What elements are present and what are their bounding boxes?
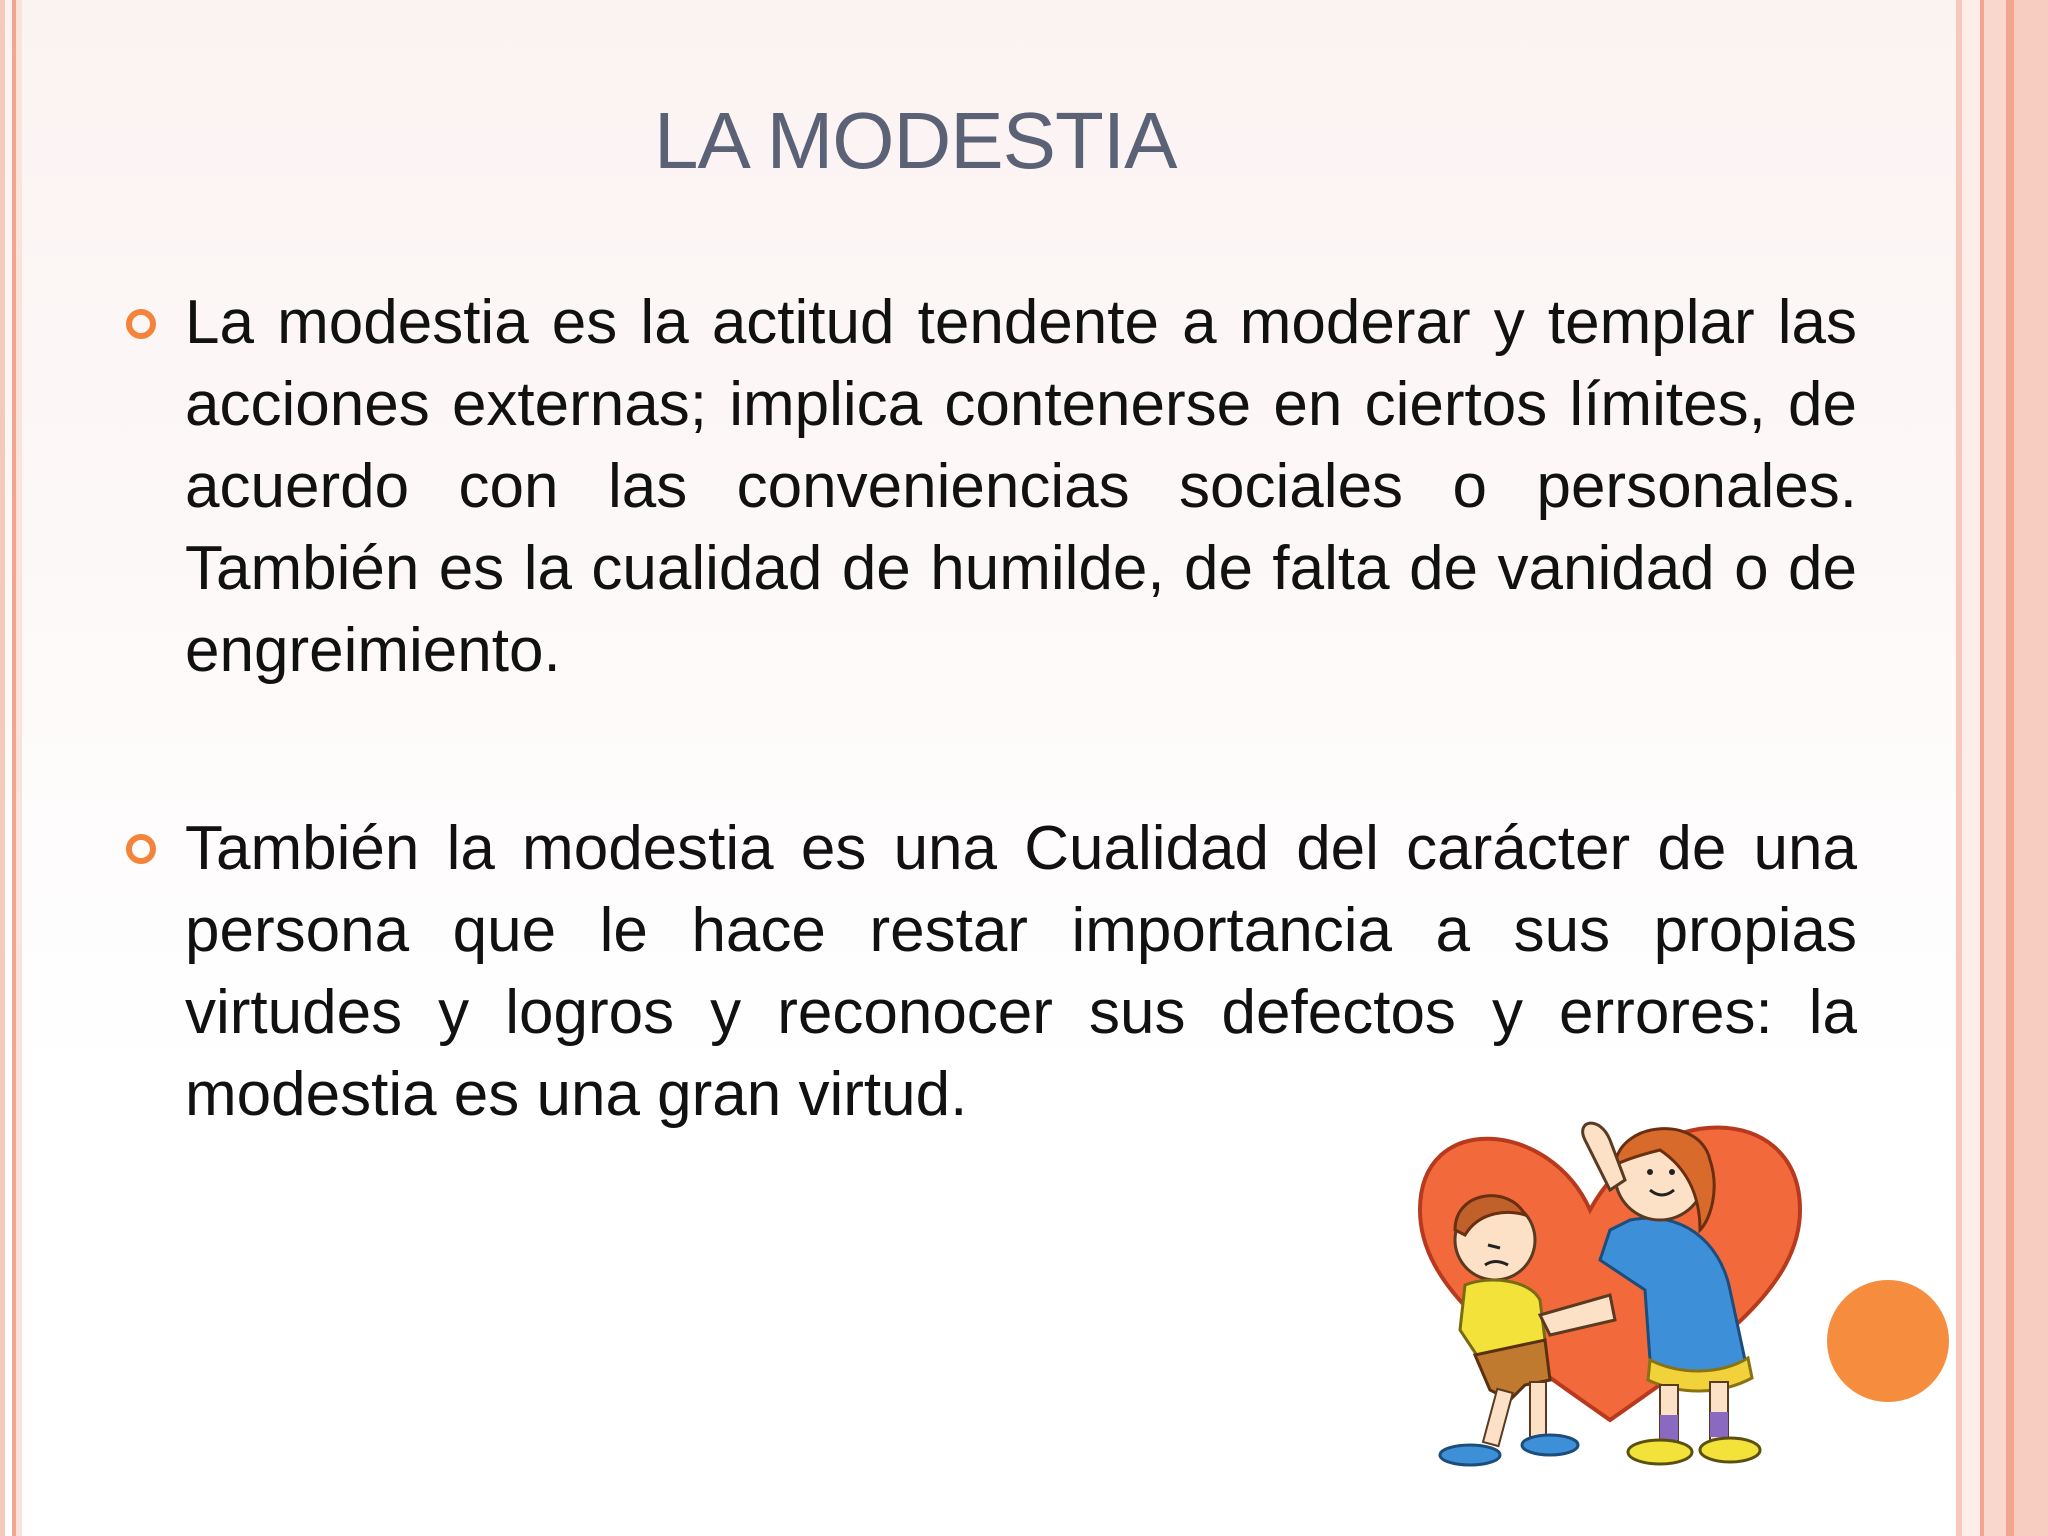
left-border-stripe xyxy=(0,0,5,1536)
bullet-text-2: También la modestia es una Cualidad del carácter de una persona que le hace restar importancia a sus propias virtudes y logros y reconocer sus defectos y errores: la modestia es una gran virtud. xyxy=(185,814,1857,1129)
slide-title: LA MODESTIA xyxy=(654,96,1177,185)
left-border-light xyxy=(16,0,22,1536)
orange-circle-icon xyxy=(1827,1280,1949,1402)
bullet-icon xyxy=(126,309,156,339)
right-border-stripe-4 xyxy=(1984,0,2006,1536)
bullet-icon xyxy=(126,834,156,864)
right-border-stripe-6 xyxy=(2014,0,2048,1536)
right-border-stripe-5 xyxy=(2006,0,2014,1536)
right-border-stripe-2 xyxy=(1962,0,1980,1536)
bullet-text-1: La modestia es la actitud tendente a moderar y templar las acciones externas; implica contenerse en ciertos límites, de acuerdo con las conveniencias sociales o personales. También es la cualidad de humilde, de falta de vanidad o de engreimiento. xyxy=(185,288,1857,685)
children-heart-illustration xyxy=(1360,1060,1820,1510)
